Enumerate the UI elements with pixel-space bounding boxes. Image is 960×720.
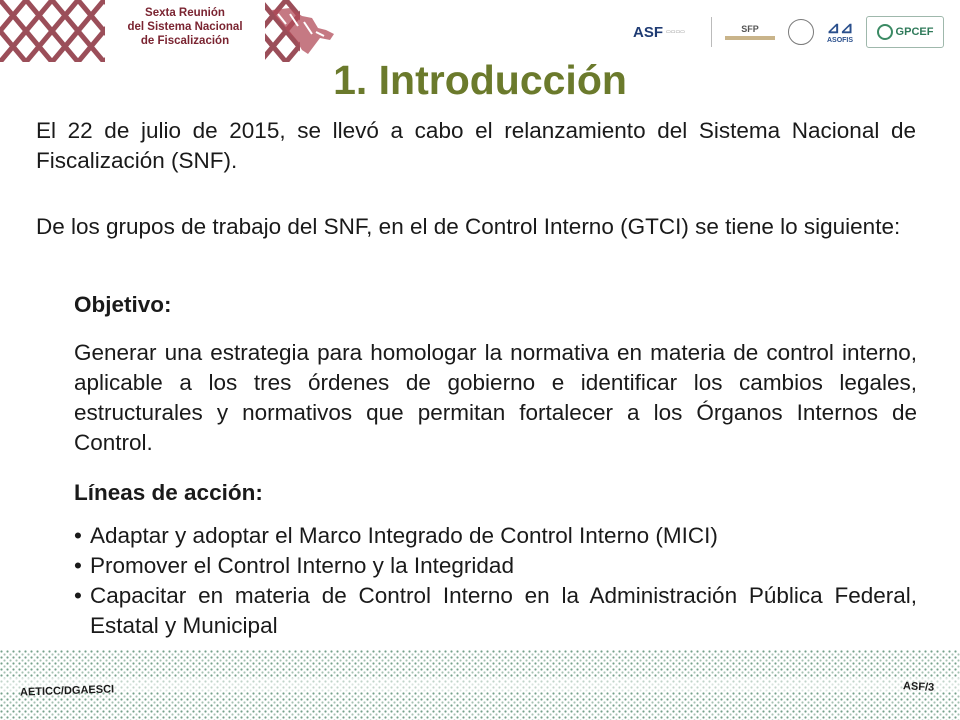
asf-logo: ASF ▭▭▭▭: [633, 17, 712, 47]
asf-logo-text: ASF: [633, 23, 663, 41]
bullet: •: [74, 553, 82, 578]
objective-heading: Objetivo:: [74, 292, 172, 317]
action-item-text: Adaptar y adoptar el Marco Integrado de Control Interno (MICI): [90, 523, 718, 548]
asofis-mark-icon: ⊿⊿: [826, 19, 854, 37]
sfp-logo: [722, 17, 778, 47]
national-seal-icon: [788, 19, 814, 45]
asofis-logo: [824, 17, 856, 47]
gpcef-logo-text: GPCEF: [895, 26, 934, 38]
slide-title: 1. Introducción: [333, 57, 627, 103]
list-item: [74, 521, 917, 551]
footer-org-label: AETICC/DGAESCI: [19, 683, 115, 699]
event-logo-line: de Fiscalización: [140, 35, 230, 47]
mexico-map-icon: [268, 4, 338, 58]
event-logo: [110, 6, 260, 48]
objective-text: Generar una estrategia para homologar la normativa en materia de control interno, aplicable a los tres órdenes de gobierno e identificar los cambios legales, estructurales y normativos que permitan fortalecer a los Órganos Internos de Control.: [74, 340, 917, 455]
action-lines-heading: Líneas de acción:: [74, 480, 263, 505]
partner-logos: [633, 14, 944, 50]
action-list: [74, 521, 917, 641]
gpcef-logo: [866, 16, 944, 48]
gpcef-ring-icon: [877, 24, 893, 40]
footer-band: [0, 650, 960, 720]
event-logo-line: Sexta Reunión: [145, 7, 225, 19]
action-item-text: Promover el Control Interno y la Integridad: [90, 553, 514, 578]
bullet: •: [74, 583, 82, 608]
sfp-logo-text: SFP: [741, 24, 759, 34]
working-groups-paragraph: De los grupos de trabajo del SNF, en el de Control Interno (GTCI) se tiene lo siguiente:: [36, 214, 901, 239]
event-logo-line: del Sistema Nacional: [127, 21, 243, 33]
page-number: ASF/3: [902, 680, 935, 694]
bullet: •: [74, 523, 82, 548]
intro-paragraph: El 22 de julio de 2015, se llevó a cabo el relanzamiento del Sistema Nacional de Fiscalización (SNF).: [36, 118, 916, 173]
list-item: [74, 551, 917, 581]
list-item: [74, 581, 917, 641]
action-item-text: Capacitar en materia de Control Interno en la Administración Pública Federal, Estatal y Municipal: [90, 583, 917, 638]
asofis-logo-text: ASOFIS: [826, 36, 854, 44]
